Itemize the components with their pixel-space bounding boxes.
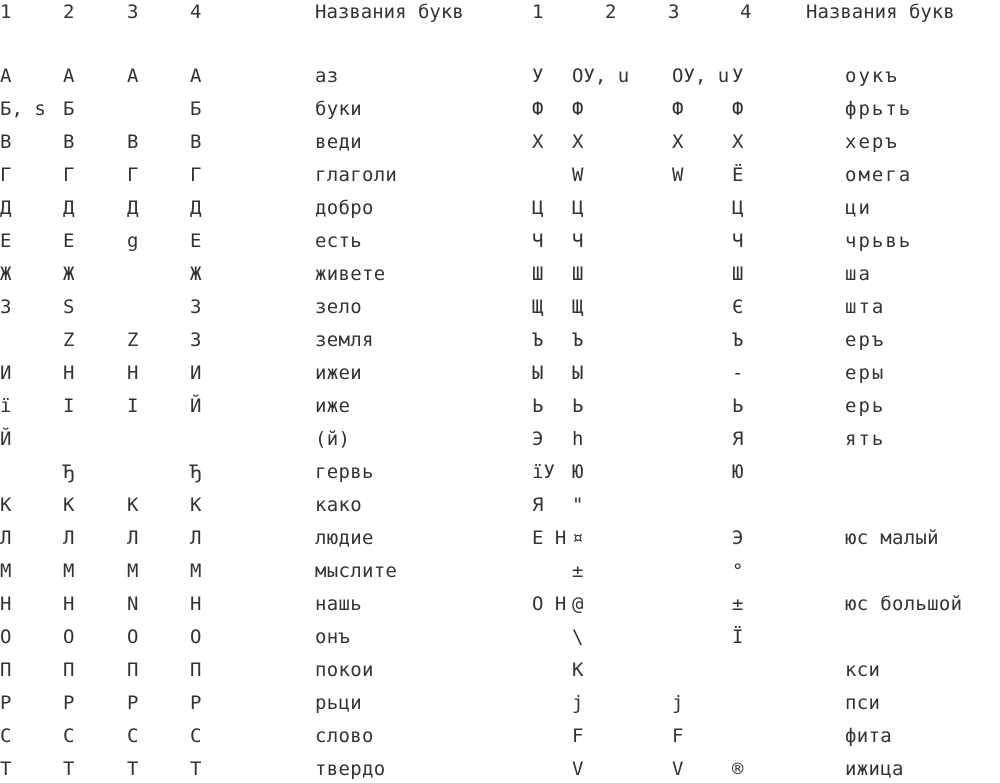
right-letter-col-1: Ы bbox=[532, 362, 544, 384]
left-letter-col-2: Z bbox=[63, 329, 75, 351]
left-letter-col-1: Л bbox=[0, 527, 12, 549]
left-letter-col-2: Н bbox=[63, 362, 75, 384]
left-letter-name: како bbox=[315, 494, 362, 516]
left-letter-col-2: I bbox=[63, 395, 75, 417]
right-letter-col-4: Ъ bbox=[732, 329, 744, 351]
right-letter-col-1: У bbox=[532, 65, 544, 87]
right-letter-col-1: Ш bbox=[532, 263, 544, 285]
header-col-4: 4 bbox=[190, 1, 202, 23]
right-letter-name: еръ bbox=[845, 329, 886, 351]
right-letter-col-1: Я bbox=[532, 494, 544, 516]
left-letter-col-3: М bbox=[127, 560, 139, 582]
left-letter-col-4: В bbox=[190, 131, 202, 153]
left-letter-col-1: П bbox=[0, 659, 12, 681]
left-letter-col-4: Ж bbox=[190, 263, 202, 285]
left-letter-col-4: Л bbox=[190, 527, 202, 549]
left-letter-name: есть bbox=[315, 230, 362, 252]
left-letter-col-4: Б bbox=[190, 98, 202, 120]
left-letter-col-3: Г bbox=[127, 164, 139, 186]
left-letter-col-3: Н bbox=[127, 362, 139, 384]
left-letter-col-3: К bbox=[127, 494, 139, 516]
right-letter-col-1: Е Н bbox=[532, 527, 567, 549]
left-letter-col-2: Л bbox=[63, 527, 75, 549]
header-col-1: 1 bbox=[532, 1, 544, 23]
right-letter-col-4: Є bbox=[732, 296, 744, 318]
right-letter-col-4: Ф bbox=[732, 98, 744, 120]
left-letter-name: гервь bbox=[315, 461, 374, 483]
left-letter-col-4: Р bbox=[190, 692, 202, 714]
right-letter-col-1: Щ bbox=[532, 296, 544, 318]
left-letter-col-4: Ђ bbox=[190, 461, 202, 483]
right-letter-name: ять bbox=[845, 428, 886, 450]
left-letter-col-3: g bbox=[127, 230, 139, 252]
right-letter-name: оукъ bbox=[845, 65, 899, 87]
right-letter-name: шта bbox=[845, 296, 886, 318]
header-col-2: 2 bbox=[63, 1, 75, 23]
left-letter-col-3: С bbox=[127, 725, 139, 747]
left-letter-col-4: Н bbox=[190, 593, 202, 615]
left-letter-col-1: Ж bbox=[0, 263, 12, 285]
right-letter-col-3: ОУ, u bbox=[672, 65, 730, 87]
left-letter-col-1: С bbox=[0, 725, 12, 747]
right-letter-col-4: У bbox=[732, 65, 744, 87]
right-letter-col-2: Ю bbox=[572, 461, 584, 483]
left-letter-name: зело bbox=[315, 296, 362, 318]
right-letter-col-2: Ш bbox=[572, 263, 584, 285]
left-letter-col-2: В bbox=[63, 131, 75, 153]
right-letter-col-4: Ц bbox=[732, 197, 744, 219]
right-letter-col-3: Х bbox=[672, 131, 684, 153]
right-letter-col-2: W bbox=[572, 164, 584, 186]
right-letter-col-2: \ bbox=[572, 626, 584, 648]
right-letter-col-4: ° bbox=[732, 560, 744, 582]
right-letter-col-1: ïУ bbox=[532, 461, 555, 483]
left-letter-col-4: И bbox=[190, 362, 202, 384]
right-letter-name: юс большой bbox=[845, 593, 963, 615]
left-letter-col-1: Р bbox=[0, 692, 12, 714]
left-letter-name: живете bbox=[315, 263, 386, 285]
left-letter-name: ижеи bbox=[315, 362, 362, 384]
left-letter-col-1: З bbox=[0, 296, 12, 318]
left-letter-col-2: А bbox=[63, 65, 75, 87]
left-letter-col-4: З bbox=[190, 329, 202, 351]
left-letter-col-2: Т bbox=[63, 758, 75, 780]
right-letter-col-2: j bbox=[572, 692, 584, 714]
right-letter-col-4: Ь bbox=[732, 395, 744, 417]
left-letter-col-1: И bbox=[0, 362, 12, 384]
right-letter-col-1: Ъ bbox=[532, 329, 544, 351]
left-letter-name: онъ bbox=[315, 626, 351, 648]
right-letter-col-2: Ц bbox=[572, 197, 584, 219]
right-letter-col-4: Ч bbox=[732, 230, 744, 252]
left-letter-name: веди bbox=[315, 131, 362, 153]
right-letter-col-2: @ bbox=[572, 593, 584, 615]
right-letter-col-3: j bbox=[672, 692, 684, 714]
header-col-3: 3 bbox=[668, 1, 680, 23]
right-letter-name: ижица bbox=[845, 758, 904, 780]
left-letter-name: глаголи bbox=[315, 164, 398, 186]
left-letter-col-2: Б bbox=[63, 98, 75, 120]
right-letter-name: пси bbox=[845, 692, 881, 714]
right-letter-col-3: W bbox=[672, 164, 684, 186]
left-letter-col-2: С bbox=[63, 725, 75, 747]
left-letter-col-3: В bbox=[127, 131, 139, 153]
left-letter-col-1: В bbox=[0, 131, 12, 153]
right-letter-col-3: F bbox=[672, 725, 684, 747]
left-letter-col-2: Н bbox=[63, 593, 75, 615]
right-letter-col-2: Ъ bbox=[572, 329, 584, 351]
left-letter-name: рьци bbox=[315, 692, 362, 714]
right-letter-col-1: Ф bbox=[532, 98, 544, 120]
left-letter-col-1: Е bbox=[0, 230, 12, 252]
left-letter-col-2: Ж bbox=[63, 263, 75, 285]
left-letter-col-2: Д bbox=[63, 197, 75, 219]
left-letter-col-3: I bbox=[127, 395, 139, 417]
right-letter-col-1: Э bbox=[532, 428, 544, 450]
left-letter-name: нашь bbox=[315, 593, 362, 615]
left-letter-col-2: Е bbox=[63, 230, 75, 252]
left-letter-col-3: Т bbox=[127, 758, 139, 780]
left-letter-col-1: А bbox=[0, 65, 12, 87]
right-letter-col-4: Х bbox=[732, 131, 744, 153]
right-letter-col-2: h bbox=[572, 428, 584, 450]
left-letter-name: мыслите bbox=[315, 560, 398, 582]
left-letter-col-1: Г bbox=[0, 164, 12, 186]
left-letter-col-1: Й bbox=[0, 428, 12, 450]
right-letter-col-2: ОУ, u bbox=[572, 65, 630, 87]
left-letter-col-2: К bbox=[63, 494, 75, 516]
left-letter-col-1: О bbox=[0, 626, 12, 648]
right-letter-col-2: ± bbox=[572, 560, 584, 582]
right-letter-col-4: Ю bbox=[732, 461, 744, 483]
right-letter-name: омега bbox=[845, 164, 913, 186]
right-letter-col-2: Щ bbox=[572, 296, 584, 318]
right-letter-col-4: Ё bbox=[732, 164, 744, 186]
left-letter-col-4: П bbox=[190, 659, 202, 681]
left-letter-col-1: Н bbox=[0, 593, 12, 615]
right-letter-col-4: Ш bbox=[732, 263, 744, 285]
right-letter-name: фита bbox=[845, 725, 892, 747]
left-letter-name: слово bbox=[315, 725, 374, 747]
right-letter-col-2: Х bbox=[572, 131, 584, 153]
right-letter-col-2: Ы bbox=[572, 362, 584, 384]
left-letter-name: добро bbox=[315, 197, 374, 219]
right-letter-name: чрьвь bbox=[845, 230, 913, 252]
left-letter-col-3: N bbox=[127, 593, 139, 615]
left-letter-col-3: Р bbox=[127, 692, 139, 714]
left-letter-col-3: А bbox=[127, 65, 139, 87]
left-letter-name: (й) bbox=[315, 428, 351, 450]
right-letter-name: юс малый bbox=[845, 527, 939, 549]
left-letter-col-1: К bbox=[0, 494, 12, 516]
right-letter-col-1: Ц bbox=[532, 197, 544, 219]
right-letter-col-4: - bbox=[732, 362, 744, 384]
left-letter-col-2: О bbox=[63, 626, 75, 648]
left-letter-col-3: Д bbox=[127, 197, 139, 219]
header-col-2: 2 bbox=[605, 1, 617, 23]
right-letter-col-2: K bbox=[572, 659, 584, 681]
right-letter-name: еры bbox=[845, 362, 886, 384]
left-letter-col-2: S bbox=[63, 296, 75, 318]
right-letter-col-1: Х bbox=[532, 131, 544, 153]
left-letter-col-4: Е bbox=[190, 230, 202, 252]
left-letter-name: земля bbox=[315, 329, 374, 351]
header-names: Названия букв bbox=[806, 1, 955, 23]
left-letter-col-1: М bbox=[0, 560, 12, 582]
left-letter-col-2: Г bbox=[63, 164, 75, 186]
left-letter-col-4: Т bbox=[190, 758, 202, 780]
left-letter-name: аз bbox=[315, 65, 339, 87]
right-letter-col-2: Ч bbox=[572, 230, 584, 252]
right-letter-col-2: Ь bbox=[572, 395, 584, 417]
right-letter-col-2: " bbox=[572, 494, 584, 516]
left-letter-col-4: Г bbox=[190, 164, 202, 186]
left-letter-col-2: М bbox=[63, 560, 75, 582]
header-col-4: 4 bbox=[740, 1, 752, 23]
right-letter-col-1: Ч bbox=[532, 230, 544, 252]
right-letter-col-3: V bbox=[672, 758, 684, 780]
left-letter-col-2: Ђ bbox=[63, 461, 75, 483]
right-letter-name: херъ bbox=[845, 131, 899, 153]
header-col-3: 3 bbox=[127, 1, 139, 23]
left-letter-col-4: Д bbox=[190, 197, 202, 219]
left-letter-col-4: С bbox=[190, 725, 202, 747]
right-letter-col-4: ® bbox=[732, 758, 744, 780]
left-letter-col-4: О bbox=[190, 626, 202, 648]
right-letter-col-2: Ф bbox=[572, 98, 584, 120]
left-letter-col-2: Р bbox=[63, 692, 75, 714]
right-letter-name: ерь bbox=[845, 395, 886, 417]
left-letter-col-4: К bbox=[190, 494, 202, 516]
left-letter-col-3: Л bbox=[127, 527, 139, 549]
right-letter-col-4: Ї bbox=[732, 626, 744, 648]
left-letter-name: людие bbox=[315, 527, 374, 549]
right-letter-name: ци bbox=[845, 197, 872, 219]
header-names: Названия букв bbox=[315, 1, 464, 23]
left-letter-col-4: А bbox=[190, 65, 202, 87]
left-letter-name: покои bbox=[315, 659, 374, 681]
header-col-1: 1 bbox=[0, 1, 12, 23]
right-letter-col-4: Я bbox=[732, 428, 744, 450]
left-letter-name: твердо bbox=[315, 758, 386, 780]
right-letter-col-2: F bbox=[572, 725, 584, 747]
right-letter-name: ша bbox=[845, 263, 872, 285]
left-letter-col-3: О bbox=[127, 626, 139, 648]
right-letter-col-1: Ь bbox=[532, 395, 544, 417]
right-letter-col-4: ± bbox=[732, 593, 744, 615]
right-letter-col-2: ¤ bbox=[572, 527, 584, 549]
left-letter-name: буки bbox=[315, 98, 362, 120]
left-letter-col-1: Д bbox=[0, 197, 12, 219]
right-letter-col-3: Ф bbox=[672, 98, 684, 120]
left-letter-col-3: П bbox=[127, 659, 139, 681]
right-letter-name: фрьть bbox=[845, 98, 913, 120]
left-letter-col-1: Б, s bbox=[0, 98, 46, 120]
right-letter-col-2: V bbox=[572, 758, 584, 780]
left-letter-name: иже bbox=[315, 395, 351, 417]
right-letter-col-4: Э bbox=[732, 527, 744, 549]
left-letter-col-2: П bbox=[63, 659, 75, 681]
left-letter-col-3: Z bbox=[127, 329, 139, 351]
left-letter-col-4: З bbox=[190, 296, 202, 318]
right-letter-name: кси bbox=[845, 659, 881, 681]
left-letter-col-1: Т bbox=[0, 758, 12, 780]
left-letter-col-4: Й bbox=[190, 395, 202, 417]
right-letter-col-1: О Н bbox=[532, 593, 567, 615]
left-letter-col-4: М bbox=[190, 560, 202, 582]
left-letter-col-1: ï bbox=[0, 395, 12, 417]
